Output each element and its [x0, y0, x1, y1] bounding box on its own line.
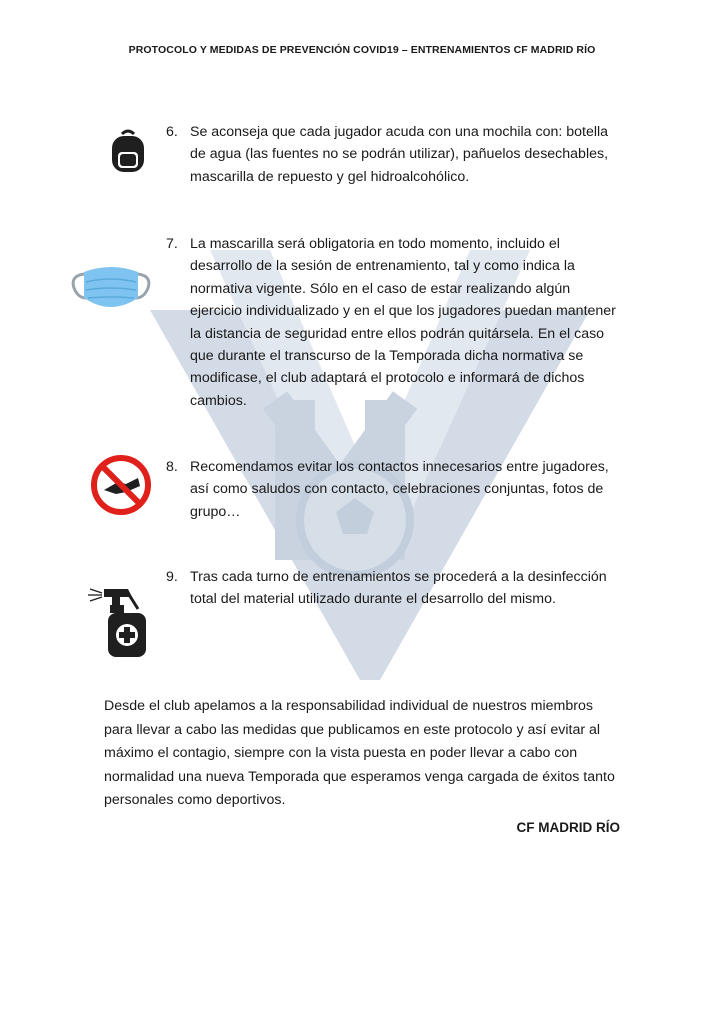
list-item — [166, 566, 626, 611]
no-handshake-icon — [90, 454, 152, 516]
item-number: 6. — [166, 124, 178, 140]
item-text: Tras cada turno de entrenamientos se procederá a la desinfección total del material utilizado durante el desarrollo del mismo. — [190, 569, 607, 608]
face-mask-icon — [70, 264, 152, 312]
list-item — [166, 233, 626, 412]
item-text: La mascarilla será obligatoria en todo momento, incluido el desarrollo de la sesión de entrenamiento, tal y como indica la normativa vigente. Sólo en el caso de estar realizando algún ejercicio individualizado y en el que los jugadores puedan mantener la distancia de seguridad entre ellos podrán quitársela. En el caso que durante el transcurso de la Temporada dicha normativa se modificase, el club adaptará el protocolo e informará de dichos cambios. — [190, 236, 616, 409]
item-text: Se aconseja que cada jugador acuda con una mochila con: botella de agua (las fuentes no se podrán utilizar), pañuelos desechables, mascarilla de repuesto y gel hidroalcohólico. — [190, 124, 609, 185]
list-item — [166, 456, 626, 523]
item-number: 8. — [166, 459, 178, 475]
signature: CF MADRID RÍO — [516, 820, 620, 835]
item-number: 9. — [166, 569, 178, 585]
list-item — [166, 121, 626, 188]
closing-paragraph: Desde el club apelamos a la responsabilidad individual de nuestros miembros para llevar a cabo las medidas que publicamos en este protocolo y así evitar al máximo el contagio, siempre con la vista puesta en poder llevar a cabo con normalidad una nueva Temporada que esperamos venga cargada de éxitos tanto personales como deportivos. — [104, 698, 615, 809]
document-title: PROTOCOLO Y MEDIDAS DE PREVENCIÓN COVID19 – ENTRENAMIENTOS CF MADRID RÍO — [128, 44, 596, 56]
disinfectant-spray-icon — [86, 583, 150, 659]
item-number: 7. — [166, 236, 178, 252]
item-text: Recomendamos evitar los contactos innecesarios entre jugadores, así como saludos con contacto, celebraciones conjuntas, fotos de grupo… — [190, 459, 609, 520]
backpack-icon — [106, 128, 150, 174]
